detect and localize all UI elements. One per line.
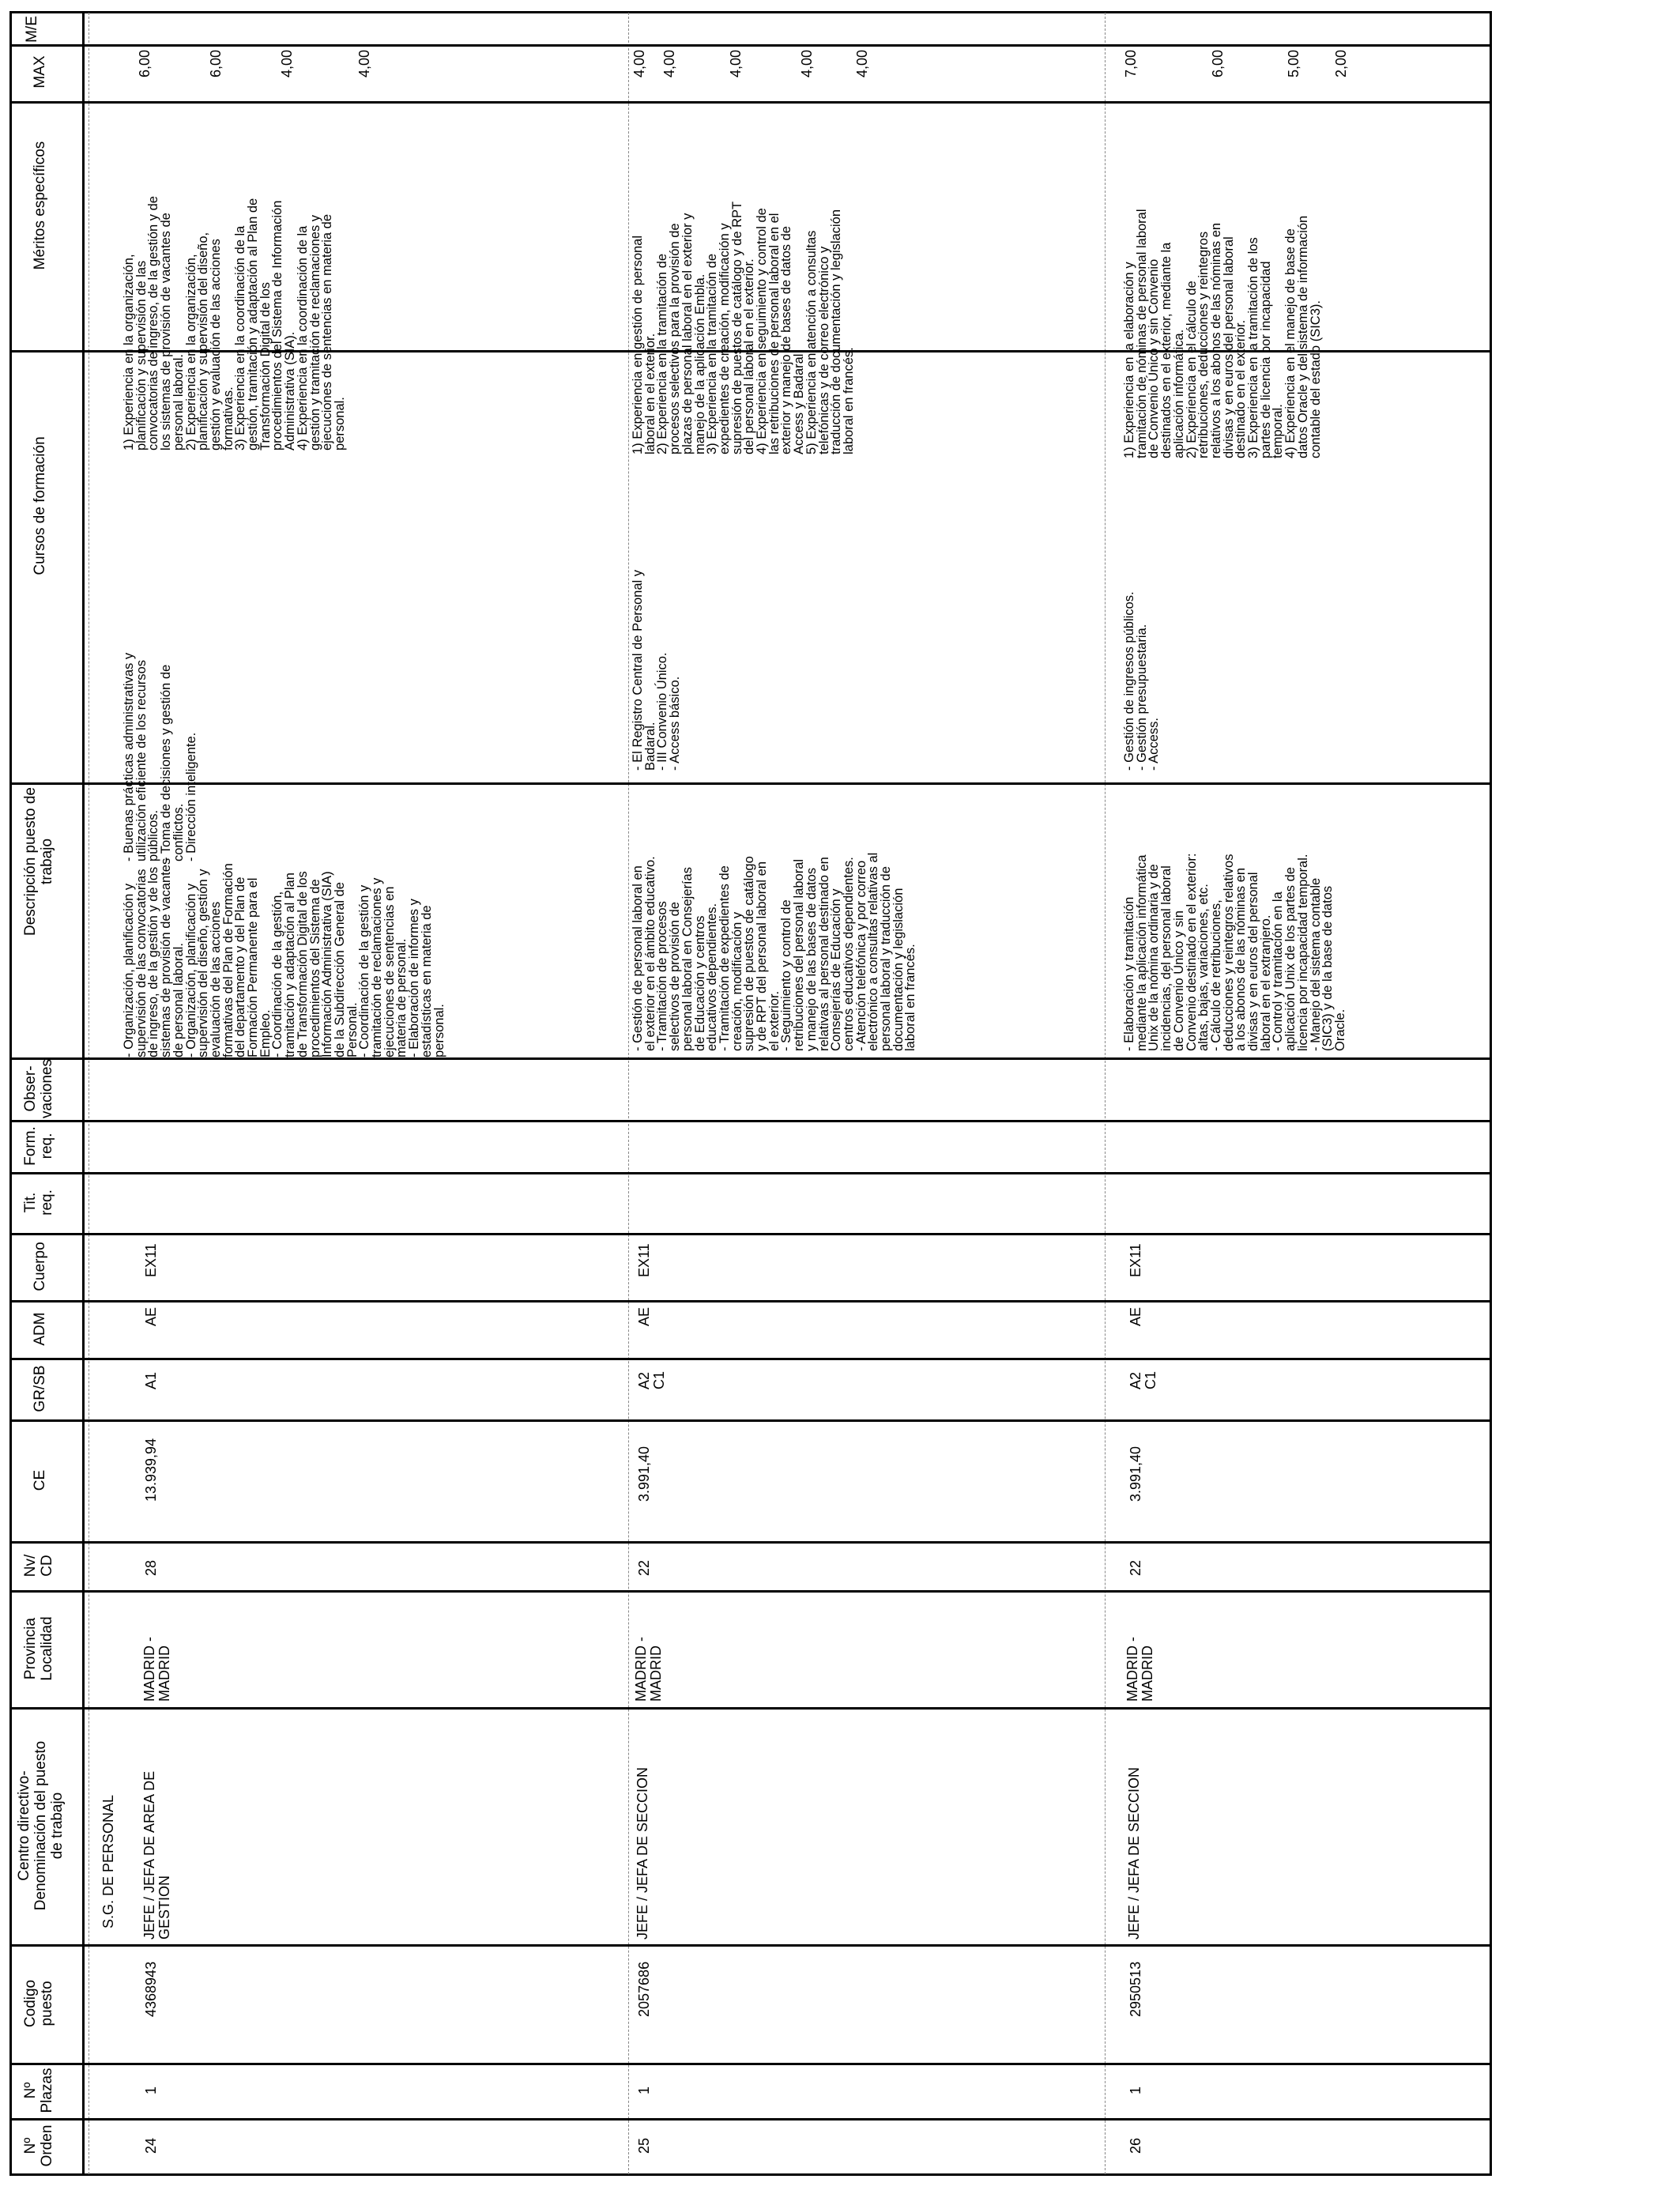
header-ce: CE <box>32 1469 48 1491</box>
col-divider <box>9 1358 1492 1360</box>
header-nivel: Nv/ CD <box>22 1554 55 1578</box>
row24-codigo: 4368943 <box>143 1961 159 2017</box>
row26-codigo: 2950513 <box>1128 1961 1143 2017</box>
row24-adm: AE <box>143 1306 159 1326</box>
row-dash <box>628 13 629 2174</box>
col-divider <box>9 1944 1492 1947</box>
table-right-border <box>1490 11 1492 2176</box>
row25-max-2: 4,00 <box>661 49 677 77</box>
row24-max-1: 6,00 <box>137 49 153 77</box>
row25-codigo: 2057686 <box>636 1961 652 2017</box>
row24-meritos: 1) Experiencia en la organización, planificación y supervisión de las convocatorias de ingreso, de la gestión y de los sistemas de provisión de vacantes de personal laboral. 2) Experiencia en la organización, planificación y supervisión del diseño, gestión y evaluación de las acciones formativas. 3) Experiencia en la coordinación de la gestión, tramitación y adaptación al Plan de Transformación Digital de los procedimientos del Sistema de Información Administrativa (SIA). 4) Experiencia en la coordinación de la gestión y tramitación de reclamaciones y ejecuciones de sentencias en materia de personal. <box>122 196 347 450</box>
row25-grupo: A2 C1 <box>636 1370 667 1389</box>
row26-denominacion: JEFE / JEFA DE SECCION <box>1126 1766 1142 1940</box>
row24-max-4: 4,00 <box>356 49 372 77</box>
row26-orden: 26 <box>1128 2137 1143 2154</box>
col-divider <box>9 1300 1492 1302</box>
row25-ce: 3.991,40 <box>636 1446 652 1502</box>
row26-descripcion: - Elaboración y tramitación mediante la aplicación informática Unix de la nómina ordinaria y de incidencias, del personal laboral de Convenio Único y sin Convenio destinado en el exterior: altas, bajas, variaciones, etc. - Cálculo de retribuciones, deducciones y reintegros relativos a los abonos de las nóminas en divisas y en euros del personal laboral en el extranjero. - Control y tramitación en la aplicación Unix de los partes de licencia por incapacidad temporal. - Manejo del sistema contable (SIC3) y de la base de datos Oracle. <box>1122 853 1347 1051</box>
header-centro: Centro directivo- Denominación del puesto de trabajo <box>16 1740 66 1911</box>
row24-orden: 24 <box>143 2137 159 2154</box>
row25-provincia: MADRID - MADRID <box>633 1637 664 1702</box>
row25-descripcion: - Gestión de personal laboral en el exterior en el ámbito educativo. - Tramitación de procesos selectivos de provisión de personal laboral en Consejerías de Educación y centros educativos dependientes. - Tramitación de expedientes de creación, modificación y supresión de puestos de catálogo y de RPT del personal laboral en el exterior. - Seguimiento y control de retribuciones del personal laboral y manejo de las bases de datos relativas al personal destinado en Consejerías de Educación y centros educativos dependientes. - Atención telefónica y por correo electrónico a consultas relativas al personal laboral y traducción de documentación y legislación laboral en francés. <box>631 852 918 1051</box>
header-grupo: GR/SB <box>32 1365 48 1412</box>
row25-orden: 25 <box>636 2137 652 2154</box>
header-separator <box>82 11 85 2176</box>
header-descripcion: Descripción puesto de trabajo <box>22 787 55 936</box>
section-title: S.G. DE PERSONAL <box>100 1794 116 1928</box>
col-divider <box>9 1120 1492 1122</box>
table-bottom-border <box>9 2173 1492 2176</box>
header-cuerpo: Cuerpo <box>32 1242 48 1291</box>
row26-cuerpo: EX11 <box>1128 1243 1143 1277</box>
row25-meritos: 1) Experiencia en gestión de personal laboral en el exterior. 2) Experiencia en la tramitación de procesos selectivos para la provisión de plazas de personal laboral en el exterior y manejo de la aplicación Embla. 3) Experiencia en la tramitación de expedientes de creación, modificación y supresión de puestos de catálogo y de RPT del personal laboral en el exterior. 4) Experiencia en seguimiento y control de las retribuciones de personal laboral en el exterior y manejo de bases de datos de Access y Badaral. 5) Experiencia en atención a consultas telefónicas y de correo electrónico y traducción de documentación y legislación laboral en francés. <box>631 201 856 454</box>
col-divider <box>9 1541 1492 1544</box>
row26-provincia: MADRID - MADRID <box>1124 1637 1155 1702</box>
row24-max-3: 4,00 <box>279 49 295 77</box>
header-titulacion: Tit. req. <box>22 1189 55 1216</box>
col-divider <box>9 1707 1492 1710</box>
row25-max-5: 4,00 <box>854 49 870 77</box>
header-provincia: Provincia Localidad <box>22 1616 55 1681</box>
header-observaciones: Obser- vaciones <box>22 1059 55 1118</box>
row24-cursos: - Buenas prácticas administrativas y utilización eficiente de los recursos públicos. - Toma de decisiones y gestión de conflictos. - Dirección inteligente. <box>122 652 198 861</box>
header-cursos: Cursos de formación <box>32 436 48 575</box>
header-max: MAX <box>32 55 48 89</box>
table-top-border <box>9 11 1492 13</box>
row24-nivel: 28 <box>143 1559 159 1576</box>
row24-ce: 13.939,94 <box>143 1438 159 1502</box>
row26-grupo: A2 C1 <box>1128 1370 1158 1389</box>
row-dash <box>1105 13 1106 2174</box>
row26-max-3: 5,00 <box>1286 49 1301 77</box>
row24-cuerpo: EX11 <box>143 1243 159 1277</box>
row26-max-1: 7,00 <box>1123 49 1139 77</box>
row24-denominacion: JEFE / JEFA DE AREA DE GESTION <box>141 1770 172 1940</box>
col-divider <box>9 44 1492 47</box>
row25-adm: AE <box>636 1306 652 1326</box>
row26-adm: AE <box>1128 1306 1143 1326</box>
row24-provincia: MADRID - MADRID <box>141 1637 172 1702</box>
row24-descripcion: - Organización, planificación y supervisión de las convocatorias de ingreso, de la gestión y de los sistemas de provisión de vacantes de personal laboral. - Organización, planificación y supervisión del diseño, gestión y evaluación de las acciones formativas del Plan de Formación del departamento y del Plan de Formación Permanente para el Empleo. - Coordinación de la gestión, tramitación y adaptación al Plan de Transformación Digital de los procedimientos del Sistema de Información Administrativa (SIA) de la Subdirección General de Personal. - Coordinación de la gestión y tramitación de reclamaciones y ejecuciones de sentencias en materia de personal. - Elaboración de informes y estadísticas en materia de personal. <box>122 858 446 1057</box>
header-orden: Nº Orden <box>22 2124 55 2167</box>
col-divider <box>9 1057 1492 1060</box>
col-divider <box>9 1590 1492 1593</box>
row25-denominacion: JEFE / JEFA DE SECCION <box>635 1766 650 1940</box>
row26-max-4: 2,00 <box>1333 49 1349 77</box>
header-adm: ADM <box>32 1312 48 1346</box>
row25-nivel: 22 <box>636 1559 652 1576</box>
col-divider <box>9 1172 1492 1174</box>
col-divider <box>9 2063 1492 2065</box>
row26-nivel: 22 <box>1128 1559 1143 1576</box>
row24-grupo: A1 <box>143 1371 159 1389</box>
row26-max-2: 6,00 <box>1210 49 1226 77</box>
row24-max-2: 6,00 <box>208 49 224 77</box>
row24-plazas: 1 <box>143 2086 159 2094</box>
row26-plazas: 1 <box>1128 2086 1143 2094</box>
col-divider <box>9 1233 1492 1235</box>
row25-plazas: 1 <box>636 2086 652 2094</box>
row25-cursos: - El Registro Central de Personal y Badaral. - III Convenio Único. - Access básico. <box>631 569 683 771</box>
row25-cuerpo: EX11 <box>636 1243 652 1277</box>
col-divider <box>9 101 1492 104</box>
col-divider <box>9 1419 1492 1422</box>
col-divider <box>9 2118 1492 2120</box>
header-me: M/E <box>24 16 40 43</box>
header-codigo: Codigo puesto <box>22 1979 55 2028</box>
row26-ce: 3.991,40 <box>1128 1446 1143 1502</box>
header-formacion-req: Form. req. <box>22 1126 55 1166</box>
header-meritos: Méritos específicos <box>32 141 48 270</box>
row25-max-3: 4,00 <box>728 49 744 77</box>
header-plazas: Nº Plazas <box>22 2068 55 2113</box>
row25-max-4: 4,00 <box>799 49 815 77</box>
row25-max-1: 4,00 <box>631 49 647 77</box>
row26-cursos: - Gestión de ingresos públicos. - Gestión presupuestaria. - Access. <box>1122 591 1162 771</box>
table-left-border <box>9 11 12 2176</box>
row26-meritos: 1) Experiencia en la elaboración y tramitación de nóminas de personal laboral de Convenio Único y sin Convenio destinados en el exterior, mediante la aplicación informática. 2) Experiencia en el cálculo de retribuciones, deducciones y reintegros relativos a los abonos de las nóminas en divisas y en euros del personal laboral destinado en el exterior. 3) Experiencia en la tramitación de los partes de licencia por incapacidad temporal. 4) Experiencia en el manejo de base de datos Oracle y del sistema de información contable del estado (SIC3). <box>1122 209 1323 458</box>
